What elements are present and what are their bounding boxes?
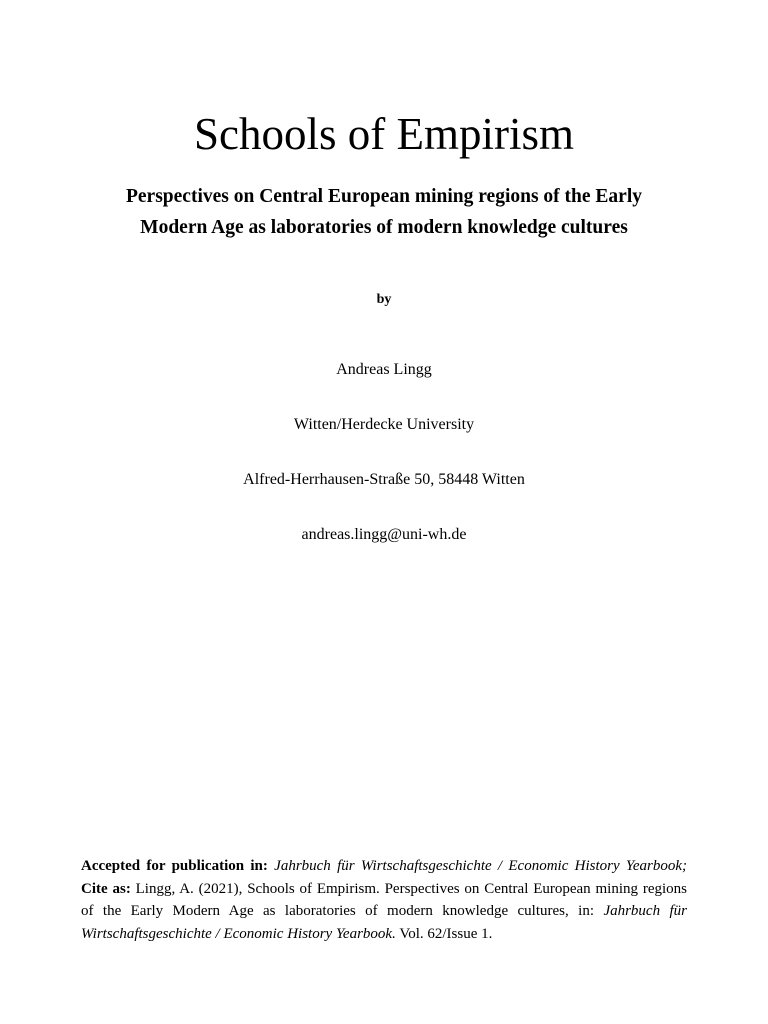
- volume-issue: Vol. 62/Issue 1.: [399, 925, 493, 942]
- author-address: Alfred-Herrhausen-Straße 50, 58448 Witten: [243, 471, 525, 488]
- cite-label: Cite as:: [81, 880, 131, 897]
- author-affiliation: Witten/Herdecke University: [293, 416, 475, 433]
- accepted-label: Accepted for publication in:: [81, 858, 268, 874]
- journal-name-citation: Jahrbuch für Wirtschaftsgeschichte / Economic History Yearbook.: [81, 903, 688, 942]
- author-email: andreas.lingg@uni-wh.de: [301, 526, 467, 543]
- publication-note: [81, 855, 687, 945]
- by-label: by: [376, 292, 392, 307]
- paper-title: Schools of Empirism: [194, 109, 574, 159]
- citation-text: Lingg, A. (2021), Schools of Empirism. Perspectives on Central European mining regions of the Early Modern Age as laboratories of modern knowledge cultures, in:: [81, 880, 687, 919]
- author-name: Andreas Lingg: [336, 361, 432, 378]
- journal-name: Jahrbuch für Wirtschaftsgeschichte / Economic History Yearbook;: [274, 858, 688, 874]
- paper-subtitle: Perspectives on Central European mining regions of the Early Modern Age as laboratories of modern knowledge cultures: [125, 186, 642, 238]
